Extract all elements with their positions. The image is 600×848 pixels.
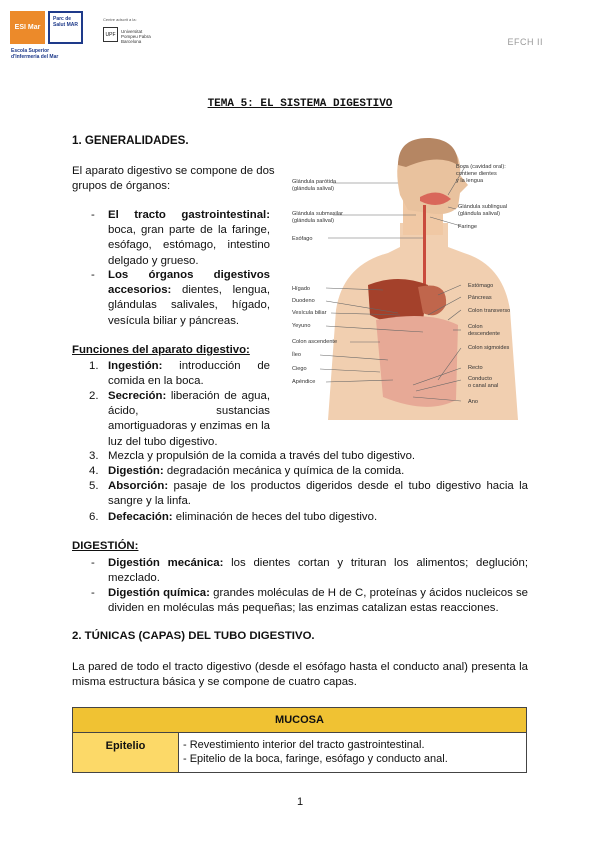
item-number: 4. (89, 465, 99, 477)
esimar-logo: ESI Mar (10, 11, 45, 44)
figure-label: Faringe (458, 224, 477, 230)
function-term: Secreción: (108, 390, 167, 402)
function-term: Defecación: (108, 511, 173, 523)
figure-label: Ano (468, 399, 478, 405)
figure-label: (glándula salival) (458, 211, 500, 217)
esimar-subtitle-line: Escola Superior (11, 48, 50, 54)
function-item (89, 464, 528, 479)
page-title: TEMA 5: EL SISTEMA DIGESTIVO (207, 98, 393, 110)
organ-group: - El tracto gastrointestinal: boca, gran parte de la faringe, esófago, estómago, intestino delgado y grueso. (91, 209, 270, 267)
figure-label: (glándula salival) (292, 218, 334, 224)
figure-label: (glándula salival) (292, 186, 334, 192)
item-number: 1. (89, 360, 99, 372)
figure-label: contiene dientes (456, 171, 497, 177)
table-row (73, 733, 527, 773)
figure-label: Páncreas (468, 295, 492, 301)
description-line: - Revestimiento interior del tracto gastrointestinal. (183, 739, 425, 751)
function-item (89, 359, 270, 389)
section2-intro: La pared de todo el tracto digestivo (desde el esófago hasta el conducto anal) presenta la misma estructura básica y se compone de cuatro capas. (72, 661, 528, 689)
figure-label: Colon sigmoides (468, 345, 510, 351)
digestion-term: Digestión química: (108, 587, 210, 599)
figure-label: o canal anal (468, 383, 499, 389)
figure-label: Íleo (292, 352, 302, 358)
item-number: 5. (89, 480, 99, 492)
digestion-term: Digestión mecánica: (108, 557, 224, 569)
section-heading: 1. GENERALIDADES. (72, 134, 189, 147)
page-number: 1 (296, 796, 304, 808)
figure-label: Glándula sublingual (458, 204, 508, 210)
item-number: 2. (89, 390, 99, 402)
figure-label: Duodeno (292, 298, 315, 304)
figure-label: Vesícula biliar (292, 310, 327, 316)
digestion-heading: DIGESTIÓN: (72, 540, 139, 552)
figure-label: Recto (468, 365, 483, 371)
figure-label: Ciego (292, 366, 307, 372)
section-heading: 2. TÚNICAS (CAPAS) DEL TUBO DIGESTIVO. (72, 630, 315, 642)
item-number: 6. (89, 511, 99, 523)
esimar-subtitle (11, 48, 58, 60)
layer-description (179, 733, 527, 773)
function-item (89, 479, 528, 509)
figure-label: Boca (cavidad oral): (456, 164, 506, 170)
functions-heading: Funciones del aparato digestivo: (72, 344, 250, 356)
figure-label: Glándula parótida (292, 179, 337, 185)
function-item (89, 510, 528, 525)
group-term: El tracto gastrointestinal: (108, 209, 270, 221)
figure-label: y la lengua (456, 178, 484, 184)
course-code: EFCH II (507, 37, 543, 47)
figure-label: Conducto (468, 376, 492, 382)
digestion-text: los dientes cortan y trituran los alimentos; deglución; mezclado. (108, 557, 528, 585)
upf-logo: UPF (103, 27, 118, 42)
group-text: dientes, lengua, glándulas salivales, hígado, vesícula biliar y páncreas. (108, 284, 270, 327)
figure-label: Yeyuno (292, 323, 311, 329)
function-text: introducción de comida en la boca. (108, 360, 270, 388)
group-term: Los órganos digestivos accesorios: (108, 269, 270, 297)
organ-group: - Los órganos digestivos accesorios: dientes, lengua, glándulas salivales, hígado, vesícula biliar y páncreas. (91, 269, 270, 327)
description-line: - Epitelio de la boca, faringe, esófago y conducto anal. (183, 753, 448, 765)
figure-label: descendente (468, 331, 501, 337)
function-text: Mezcla y propulsión de la comida a través del tubo digestivo. (108, 450, 416, 462)
function-term: Absorción: (108, 480, 169, 492)
parc-salut-mar-logo: Parc de Salut MAR (48, 11, 83, 44)
function-item (89, 389, 270, 450)
figure-label: Esófago (292, 236, 313, 242)
figure-label: Colon (468, 324, 483, 330)
item-number: 3. (89, 450, 99, 462)
function-text: degradación mecánica y química de la comida. (163, 465, 405, 477)
digestive-system-figure (288, 135, 533, 420)
figure-label: Apéndice (292, 379, 316, 385)
figure-label: Estómago (468, 283, 494, 289)
digestion-item: - Digestión química: grandes moléculas de H de C, proteínas y ácidos nucleicos se dividen en moléculas más pequeñas; las enzimas catalizan estas reacciones. (91, 587, 528, 615)
figure-label: Glándula submaxilar (292, 211, 343, 217)
function-text: pasaje de los productos digeridos desde el tubo digestivo hacia la sangre y la linfa. (108, 480, 528, 508)
figure-label: Hígado (292, 286, 311, 292)
function-term: Digestión: (108, 465, 164, 477)
esimar-subtitle-line: d'Infermeria del Mar (11, 54, 59, 60)
figure-label: Colon ascendente (292, 339, 338, 345)
mucosa-table (72, 707, 527, 773)
function-text: liberación de agua, ácido, sustancias amortiguadoras y enzimas en la luz del tubo digestivo. (108, 390, 270, 448)
table-header: MUCOSA (73, 708, 527, 733)
intro-paragraph: El aparato digestivo se compone de dos grupos de órganos: (72, 165, 275, 193)
digestion-text: grandes moléculas de H de C, proteínas y ácidos nucleicos se dividen en moléculas más pequeñas; las enzimas catalizan estas reacciones. (108, 587, 528, 615)
digestion-item: - Digestión mecánica: los dientes cortan y trituran los alimentos; deglución; mezclado. (91, 557, 528, 585)
function-item (89, 449, 528, 464)
function-text: eliminación de heces del tubo digestivo. (172, 511, 378, 523)
function-term: Ingestión: (108, 360, 163, 372)
group-text: boca, gran parte de la faringe, esófago, estómago, intestino delgado y grueso. (108, 224, 270, 267)
upf-text: Universitat Pompeu Fabra Barcelona (121, 29, 151, 44)
layer-name: Epitelio (73, 733, 179, 773)
upf-caption: Centre adscrit a la: (103, 17, 137, 22)
figure-label: Colon transverso (468, 308, 511, 314)
